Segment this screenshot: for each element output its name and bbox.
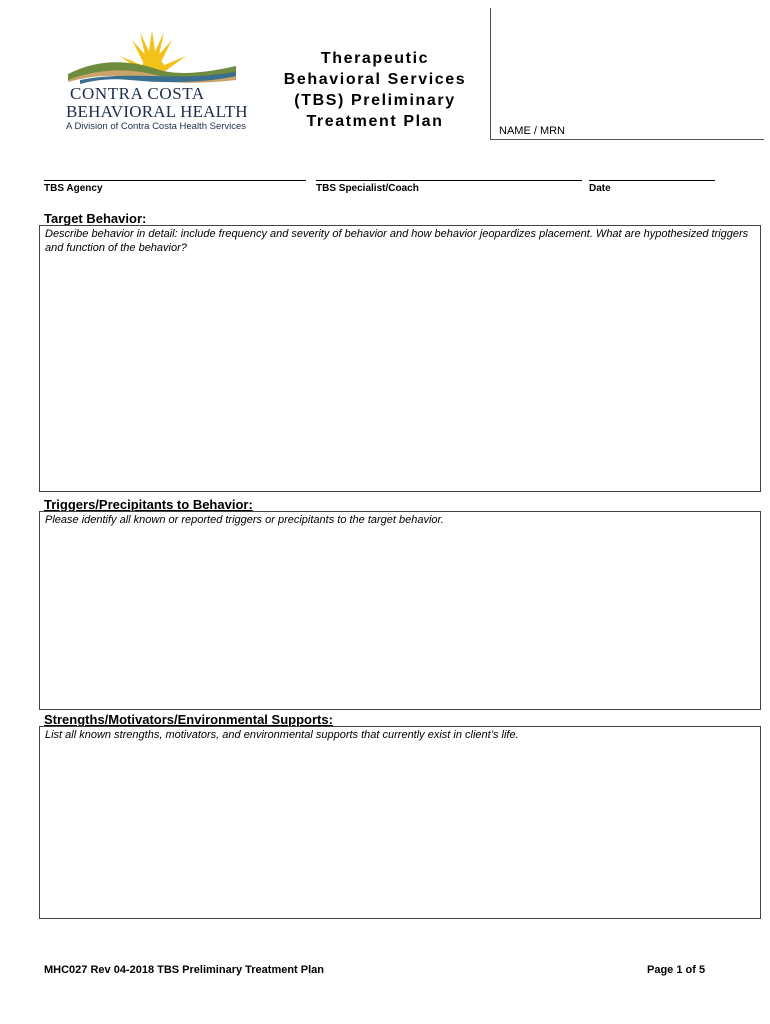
- organization-logo: [60, 28, 248, 138]
- tbs-specialist-label: TBS Specialist/Coach: [316, 183, 419, 194]
- strengths-instructions: List all known strengths, motivators, and environmental supports that currently exist in client’s life.: [45, 729, 519, 741]
- sun-hills-logo-icon: [60, 28, 240, 88]
- date-label: Date: [589, 183, 611, 194]
- logo-text-line1: CONTRA COSTA: [70, 84, 205, 103]
- target-behavior-heading: Target Behavior:: [44, 211, 147, 226]
- tbs-specialist-field[interactable]: [316, 180, 582, 181]
- strengths-textarea[interactable]: [39, 726, 761, 919]
- triggers-instructions: Please identify all known or reported triggers or precipitants to the target behavior.: [45, 514, 444, 526]
- target-behavior-textarea[interactable]: [39, 225, 761, 492]
- triggers-textarea[interactable]: [39, 511, 761, 710]
- name-mrn-box-border: [490, 8, 491, 139]
- tbs-agency-label: TBS Agency: [44, 183, 103, 194]
- form-id-footer: MHC027 Rev 04-2018 TBS Preliminary Treatment Plan: [44, 964, 325, 976]
- triggers-heading: Triggers/Precipitants to Behavior:: [44, 497, 253, 512]
- name-mrn-field[interactable]: [490, 139, 764, 140]
- name-mrn-label: NAME / MRN: [499, 125, 565, 137]
- strengths-heading: Strengths/Motivators/Environmental Supports:: [44, 712, 333, 727]
- page-number: Page 1 of 5: [647, 964, 706, 976]
- target-behavior-instructions: Describe behavior in detail: include frequency and severity of behavior and how behavior jeopardizes placement. What are hypothesized triggers and function of the behavior?: [45, 228, 749, 254]
- logo-text-line2: BEHAVIORAL HEALTH: [66, 102, 248, 121]
- tbs-agency-field[interactable]: [44, 180, 306, 181]
- logo-text-line3: A Division of Contra Costa Health Services: [66, 121, 247, 132]
- document-title: Therapeutic Behavioral Services (TBS) Preliminary Treatment Plan: [283, 50, 467, 130]
- date-field[interactable]: [589, 180, 715, 181]
